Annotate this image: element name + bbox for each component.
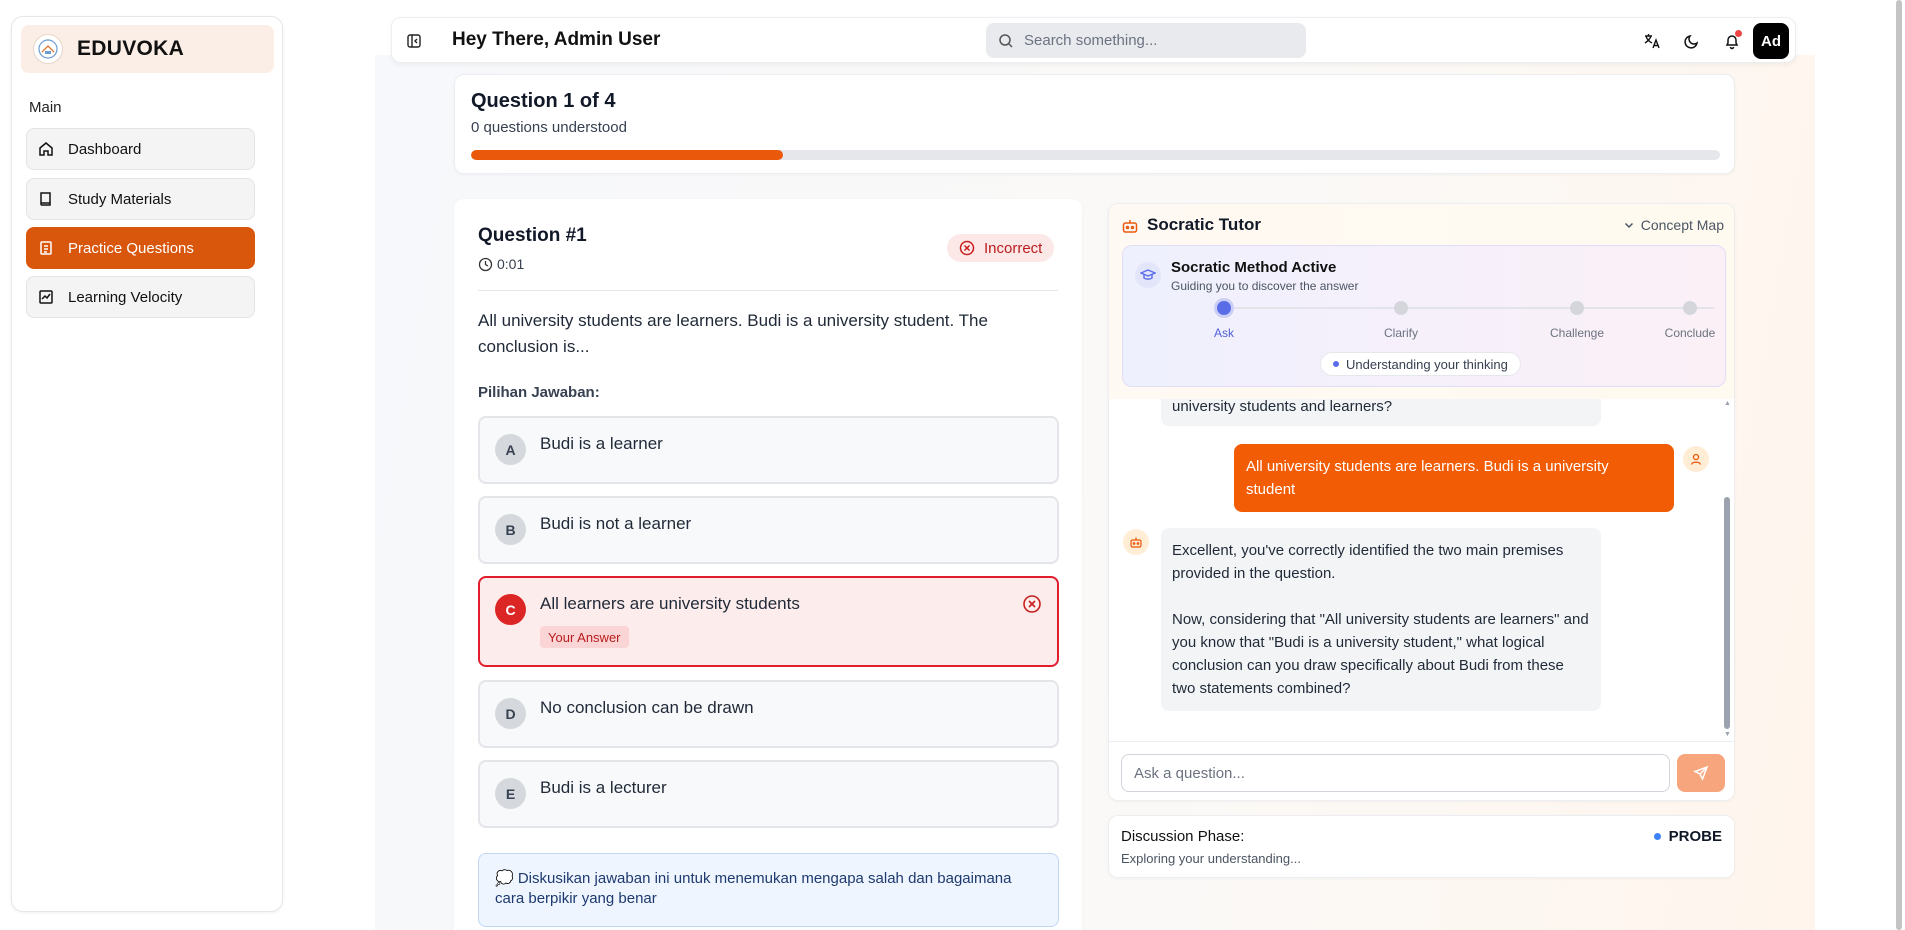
graduation-cap-icon — [1135, 262, 1161, 288]
steps-line — [1224, 307, 1714, 309]
thinking-text: Understanding your thinking — [1346, 356, 1508, 372]
status-text: Incorrect — [984, 239, 1043, 257]
home-icon — [38, 141, 54, 157]
book-icon — [38, 191, 54, 207]
clock-icon — [478, 257, 493, 272]
send-button[interactable] — [1677, 754, 1725, 792]
concept-map-label: Concept Map — [1640, 217, 1724, 233]
chat-input-row — [1109, 741, 1735, 801]
chat-scrollbar[interactable] — [1724, 400, 1731, 738]
sidebar-item-dashboard[interactable] — [26, 128, 255, 170]
timer-value: 0:01 — [497, 256, 525, 272]
sidebar-item-learning-velocity[interactable] — [26, 276, 255, 318]
chat-messages[interactable] — [1109, 399, 1735, 741]
socratic-method-box — [1122, 245, 1726, 387]
brand[interactable] — [21, 25, 274, 73]
option-text: Budi is not a learner — [540, 514, 692, 533]
tutor-avatar-icon — [1123, 529, 1149, 555]
your-answer-tag: Your Answer — [540, 626, 629, 648]
question-text: All university students are learners. Budi is a university student. The conclusion is... — [478, 311, 988, 356]
phase-value — [1654, 828, 1722, 845]
answer-option-d[interactable] — [478, 680, 1059, 748]
brand-name: EDUVOKA — [77, 37, 185, 60]
step-dot-conclude — [1683, 301, 1697, 315]
answer-option-e[interactable] — [478, 760, 1059, 828]
option-text: Budi is a learner — [540, 434, 663, 453]
chevron-down-icon — [1623, 219, 1635, 231]
method-subtitle: Guiding you to discover the answer — [1171, 279, 1359, 293]
step-label-conclude: Conclude — [1664, 326, 1716, 340]
sidebar-item-label: Dashboard — [68, 140, 142, 158]
notification-dot — [1735, 30, 1742, 37]
robot-icon — [1121, 217, 1139, 235]
progress-subtitle: 0 questions understood — [471, 119, 627, 136]
ai-message-bubble — [1161, 528, 1601, 711]
option-letter: D — [495, 698, 526, 729]
search-icon — [998, 33, 1014, 49]
notification-bell-icon[interactable] — [1723, 32, 1741, 50]
translate-icon[interactable] — [1643, 32, 1661, 50]
greeting-title: Hey There, Admin User — [452, 29, 661, 50]
dark-mode-icon[interactable] — [1683, 32, 1701, 50]
divider — [478, 290, 1058, 291]
phase-value-text: PROBE — [1668, 828, 1722, 845]
option-letter: E — [495, 778, 526, 809]
step-label-ask: Ask — [1213, 326, 1235, 340]
scroll-up-icon[interactable]: ▲ — [1724, 400, 1731, 407]
clipboard-icon — [38, 240, 54, 256]
concept-map-toggle[interactable] — [1623, 217, 1724, 233]
search-input[interactable] — [1024, 32, 1294, 49]
choices-label: Pilihan Jawaban: — [478, 384, 600, 401]
wrong-answer-icon — [1022, 594, 1042, 614]
discussion-hint: 💭 Diskusikan jawaban ini untuk menemukan mengapa salah dan bagaimana cara berpikir yang benar — [478, 853, 1059, 927]
top-header — [391, 17, 1796, 63]
step-dot-ask — [1217, 301, 1231, 315]
option-letter: B — [495, 514, 526, 545]
brand-logo-icon — [33, 34, 63, 64]
pill-dot — [1333, 361, 1339, 367]
sidebar — [11, 16, 283, 912]
sidebar-item-study-materials[interactable] — [26, 178, 255, 220]
search-bar[interactable] — [986, 23, 1306, 58]
question-timer — [478, 256, 524, 272]
answer-option-a[interactable] — [478, 416, 1059, 484]
socratic-tutor-panel — [1108, 203, 1735, 801]
chat-input[interactable] — [1121, 754, 1670, 792]
option-text: No conclusion can be drawn — [540, 698, 754, 717]
option-text: All learners are university students — [540, 594, 800, 613]
ai-message-bubble: university students and learners? — [1161, 399, 1601, 426]
question-title: Question #1 — [478, 225, 587, 246]
phase-dot — [1654, 833, 1661, 840]
option-text: Budi is a lecturer — [540, 778, 667, 797]
phase-subtitle: Exploring your understanding... — [1121, 851, 1301, 866]
step-label-clarify: Clarify — [1383, 326, 1419, 340]
option-letter: C — [495, 594, 526, 625]
step-label-challenge: Challenge — [1549, 326, 1605, 340]
phase-label: Discussion Phase: — [1121, 828, 1245, 845]
tutor-header — [1109, 204, 1735, 399]
user-message-bubble: All university students are learners. Budi is a university student — [1234, 444, 1674, 512]
progress-card — [454, 74, 1735, 174]
tutor-title: Socratic Tutor — [1147, 215, 1261, 234]
avatar[interactable]: Ad — [1753, 23, 1789, 59]
paragraph-gap — [1172, 585, 1590, 608]
sidebar-item-label: Study Materials — [68, 190, 172, 208]
discussion-phase-card — [1108, 815, 1735, 878]
sidebar-toggle-icon[interactable] — [406, 33, 422, 49]
answer-option-c[interactable] — [478, 576, 1059, 667]
answer-option-b[interactable] — [478, 496, 1059, 564]
thinking-pill — [1320, 352, 1521, 376]
page-scroll-thumb[interactable] — [1896, 0, 1902, 930]
progress-bar-fill — [471, 150, 783, 160]
chat-scroll-thumb[interactable] — [1724, 497, 1730, 729]
ai-message-paragraph: Now, considering that "All university students are learners" and you know that "Budi is a university student," what logical conclusion can you draw specifically about Budi from these two statements combined? — [1172, 611, 1589, 697]
scroll-down-icon[interactable]: ▼ — [1724, 731, 1731, 738]
sidebar-item-label: Practice Questions — [68, 239, 194, 257]
x-circle-icon — [959, 240, 975, 256]
method-title: Socratic Method Active — [1171, 259, 1337, 276]
step-dot-challenge — [1570, 301, 1584, 315]
status-badge — [947, 234, 1054, 262]
progress-title: Question 1 of 4 — [471, 90, 616, 112]
sidebar-item-label: Learning Velocity — [68, 288, 183, 306]
chart-icon — [38, 289, 54, 305]
sidebar-section-label: Main — [29, 99, 62, 116]
page-scrollbar[interactable] — [1893, 0, 1905, 930]
option-letter: A — [495, 434, 526, 465]
ai-message-paragraph: Excellent, you've correctly identified the two main premises provided in the question. — [1172, 542, 1564, 582]
send-icon — [1693, 765, 1709, 781]
sidebar-item-practice-questions[interactable] — [26, 227, 255, 269]
user-avatar-icon — [1683, 446, 1709, 472]
progress-bar — [471, 150, 1720, 160]
question-card — [454, 199, 1082, 930]
step-dot-clarify — [1394, 301, 1408, 315]
